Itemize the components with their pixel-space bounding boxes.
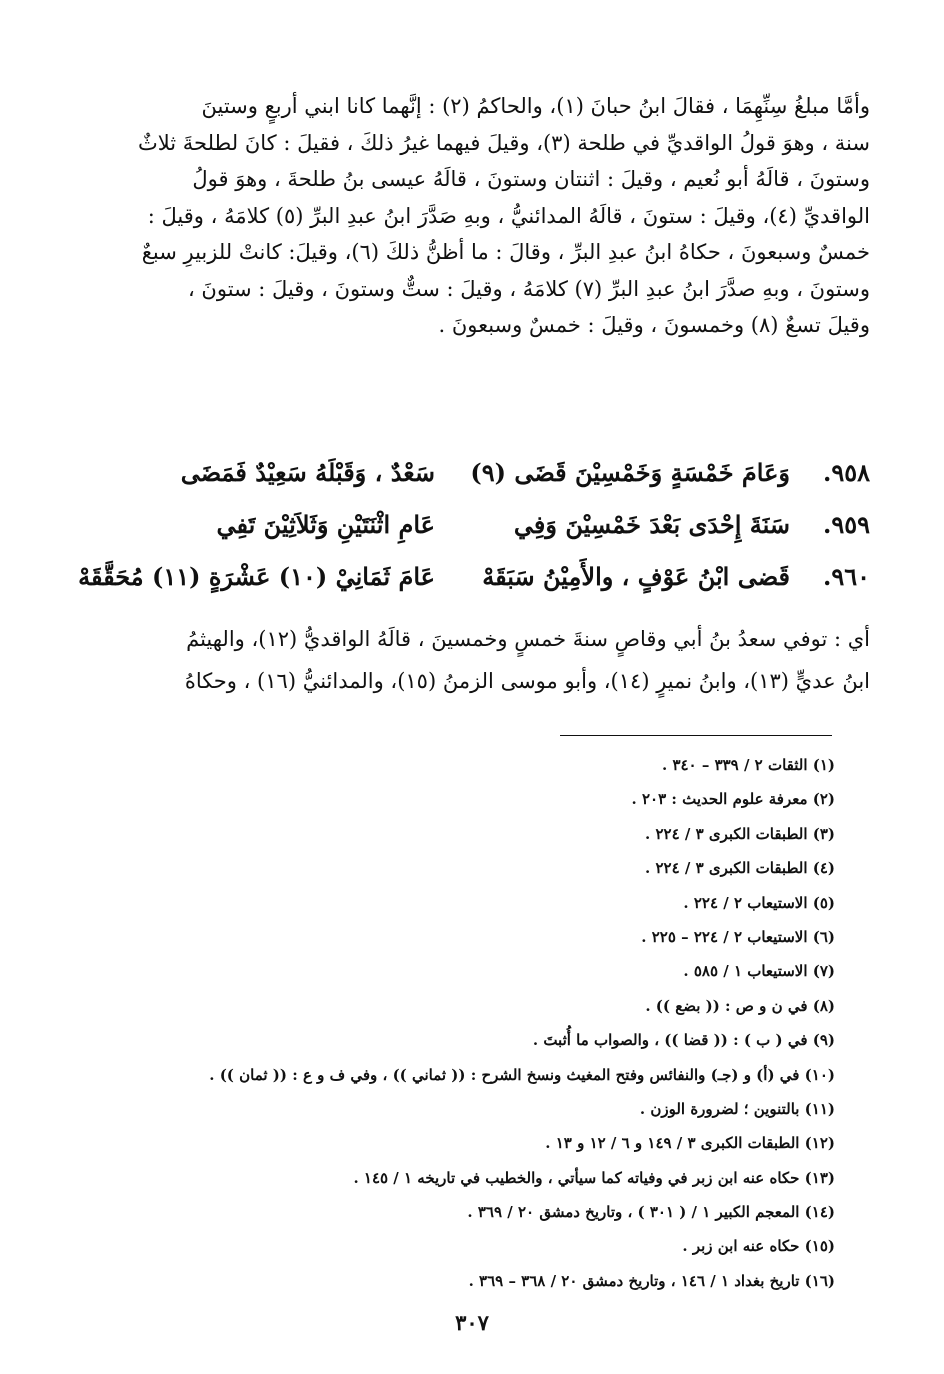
verse-first-hemistich: سَنَةَ إِحْدَى بَعْدَ خَمْسِيْنَ وَفِي	[513, 510, 790, 539]
verse-number: ٩٦٠.	[822, 562, 870, 591]
verse-second-hemistich: سَعْدٌ ، وَقَبْلَهُ سَعِيْدٌ فَمَضَى	[180, 458, 435, 487]
footnote: (١١) بالتنوين ؛ لضرورة الوزن .	[639, 1099, 835, 1118]
footnote: (٦) الاستيعاب ٢ / ٢٢٤ – ٢٢٥ .	[641, 927, 835, 946]
verse-959	[70, 500, 870, 552]
commentary-line: ابنُ عديٍّ (١٣)، وابنُ نميرٍ (١٤)، وأبو موسى الزمنُ (١٥)، والمدائنيُّ (١٦) ، وحكاهُ	[184, 669, 870, 693]
verse-second-hemistich: عَامَ ثَمَانِيْ (١٠) عَشْرَةٍ (١١) مُحَقَّقَهْ	[78, 562, 435, 591]
footnote: (١٦) تاريخ بغداد ١ / ١٤٦ ، وتاريخ دمشق ٢٠ / ٣٦٨ – ٣٦٩ .	[468, 1271, 835, 1290]
prose-line: الواقديِّ (٤)، وقيلَ : ستونَ ، قالَهُ المدائنيُّ ، وبهِ صَدَّرَ ابنُ عبدِ البرِّ (٥) كلامَهُ ، وقيلَ :	[147, 203, 870, 228]
verse-first-hemistich: قَضى ابْنُ عَوْفٍ ، والأَمِيْنُ سَبَقَهْ	[482, 562, 790, 591]
prose-line: وستونَ ، قالَهُ أبو نُعيم ، وقيلَ : اثنتان وستونَ ، قالَهُ عيسى بنُ طلحةَ ، وهوَ قولُ	[192, 167, 870, 191]
verse-960	[70, 552, 870, 604]
verse-number: ٩٥٨.	[822, 458, 870, 487]
footnote: (١٤) المعجم الكبير ١ / ( ٣٠١ ) ، وتاريخ دمشق ٢٠ / ٣٦٩ .	[467, 1203, 835, 1222]
page-number: ٣٠٧	[455, 1310, 489, 1335]
poem-verses	[70, 448, 870, 608]
prose-line: وستونَ ، وبهِ صدَّرَ ابنُ عبدِ البرِّ (٧) كلامَهُ ، وقيلَ : ستٌّ وستونَ ، وقيلَ : ستونَ ،	[187, 276, 870, 301]
footnote: (٣) الطبقات الكبرى ٣ / ٢٢٤ .	[645, 824, 835, 843]
prose-paragraph	[70, 88, 870, 344]
footnote: (٥) الاستيعاب ٢ / ٢٢٤ .	[683, 893, 835, 912]
prose-line: وأمَّا مبلغُ سِنِّهِمَا ، فقالَ ابنُ حبانَ (١)، والحاكمُ (٢) : إنَّهما كانا ابني أربعٍ وستينَ	[201, 94, 870, 118]
commentary-line: أي : توفي سعدُ بنُ أبي وقاصٍ سنةَ خمسٍ وخمسينَ ، قالَهُ الواقديُّ (١٢)، والهيثمُ	[186, 627, 870, 651]
footnote: (٢) معرفة علوم الحديث : ٢٠٣ .	[631, 790, 835, 809]
verse-number: ٩٥٩.	[822, 510, 870, 539]
footnote: (١٣) حكاه عنه ابن زبر في وفياته كما سيأتي ، والخطيب في تاريخه ١ / ١٤٥ .	[353, 1168, 835, 1187]
verse-second-hemistich: عَامِ اثْنَتَيْنِ وَثَلاَثِيْنَ تَفِي	[216, 510, 435, 539]
verse-first-hemistich: وَعَامَ خَمْسَةٍ وَخَمْسِيْنَ قَضَى (٩)	[470, 458, 790, 487]
footnote: (٧) الاستيعاب ١ / ٥٨٥ .	[683, 962, 835, 981]
footnote-separator	[560, 735, 832, 736]
footnote: (٤) الطبقات الكبرى ٣ / ٢٢٤ .	[645, 859, 835, 878]
footnote: (١٠) في (أ) و (جـ) والنفائس وفتح المغيث ونسخ الشرح : (( ثماني )) ، وفي ف و ع : (( ثمان )) .	[209, 1065, 835, 1084]
footnote: (١٥) حكاه عنه ابن زبر .	[682, 1237, 835, 1256]
footnote: (١) الثقات ٢ / ٣٣٩ – ٣٤٠ .	[661, 756, 835, 774]
verse-958	[70, 448, 870, 500]
prose-line: سنة ، وهوَ قولُ الواقديِّ في طلحة (٣)، وقيلَ فيهما غيرُ ذلكَ ، فقيلَ : كانَ لطلحةَ ثلاثٌ	[137, 130, 870, 155]
commentary-paragraph	[70, 618, 870, 702]
footnote: (٨) في ن و ص : (( بضع )) .	[645, 996, 835, 1015]
footnotes	[60, 748, 835, 1298]
footnote: (١٢) الطبقات الكبرى ٣ / ١٤٩ و ٦ / ١٢ و ١٣ .	[545, 1134, 835, 1153]
prose-line: خمسٌ وسبعونَ ، حكاهُ ابنُ عبدِ البرِّ ، وقالَ : ما أظنُّ ذلكَ (٦)، وقيلَ: كانتْ للزبيرِ سبعٌ	[141, 240, 870, 264]
prose-line: وقيلَ تسعٌ (٨) وخمسونَ ، وقيلَ : خمسٌ وسبعونَ .	[438, 313, 870, 337]
footnote: (٩) في ( ب ) : (( قضا )) ، والصواب ما أُثبتَ .	[532, 1031, 835, 1050]
